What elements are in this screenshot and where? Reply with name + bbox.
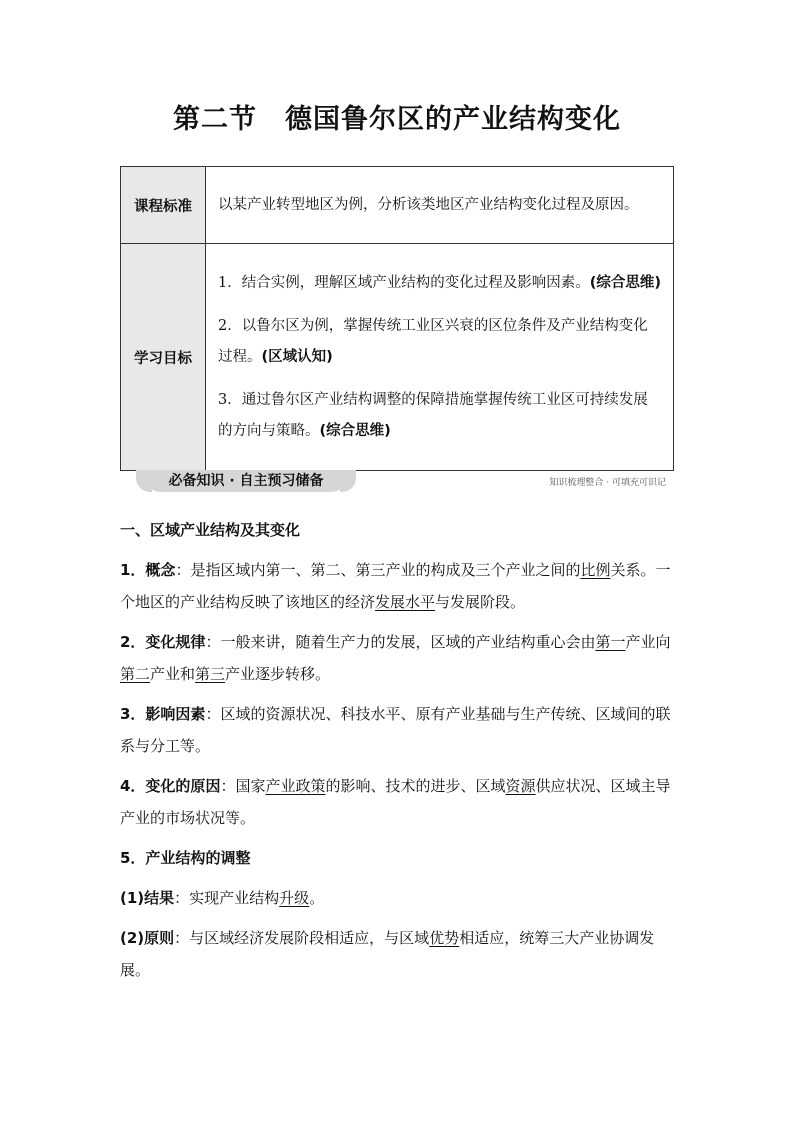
section-title: 德国鲁尔区的产业结构变化	[285, 104, 621, 135]
section-banner	[120, 470, 674, 492]
learning-objectives	[206, 244, 674, 471]
objective-1: 1．结合实例，理解区域产业结构的变化过程及影响因素。(综合思维)	[218, 274, 661, 291]
fill-blank: 升级	[279, 889, 310, 907]
paragraph-adjustment: 5．产业结构的调整	[120, 849, 251, 867]
table-row	[121, 244, 674, 471]
fill-blank: 发展水平	[375, 593, 436, 611]
curriculum-table	[120, 166, 674, 471]
section-heading: 一、区域产业结构及其变化	[120, 521, 301, 539]
row-label-standard: 课程标准	[121, 167, 206, 244]
paragraph-pattern: 2．变化规律：一般来讲，随着生产力的发展，区域的产业结构重心会由第一产业向第二产业和第三产业逐步转移。	[120, 633, 671, 683]
fill-blank: 产业政策	[265, 777, 326, 795]
fill-blank: 第三	[195, 665, 226, 683]
banner-tab: 必备知识 · 自主预习储备	[146, 470, 346, 492]
paragraph-reasons: 4．变化的原因：国家产业政策的影响、技术的进步、区域资源供应状况、区域主导产业的市场状况等。	[120, 777, 671, 827]
paragraph-factors: 3．影响因素：区域的资源状况、科技水平、原有产业基础与生产传统、区域间的联系与分工等。	[120, 705, 671, 755]
row-label-objectives: 学习目标	[121, 244, 206, 471]
objective-2: 2．以鲁尔区为例，掌握传统工业区兴衰的区位条件及产业结构变化过程。(区域认知)	[218, 317, 648, 365]
knowledge-content	[120, 514, 676, 986]
fill-blank: 优势	[429, 929, 460, 947]
table-row	[121, 167, 674, 244]
fill-blank: 资源	[505, 777, 536, 795]
fill-blank: 第一	[595, 633, 626, 651]
page-title	[0, 97, 794, 136]
fill-blank: 比例	[580, 561, 611, 579]
objective-3: 3．通过鲁尔区产业结构调整的保障措施掌握传统工业区可持续发展的方向与策略。(综合思维)	[218, 391, 648, 439]
curriculum-standard-text: 以某产业转型地区为例，分析该类地区产业结构变化过程及原因。	[206, 167, 674, 244]
fill-blank: 第二	[120, 665, 151, 683]
paragraph-principle: (2)原则：与区域经济发展阶段相适应，与区域优势相适应，统筹三大产业协调发展。	[120, 929, 655, 979]
paragraph-result: (1)结果：实现产业结构升级。	[120, 889, 325, 907]
banner-note: 知识梳理整合 · 可填充可识记	[549, 478, 666, 488]
section-number: 第二节	[173, 104, 257, 135]
paragraph-concept: 1．概念：是指区域内第一、第二、第三产业的构成及三个产业之间的比例关系。一个地区的产业结构反映了该地区的经济发展水平与发展阶段。	[120, 561, 671, 611]
